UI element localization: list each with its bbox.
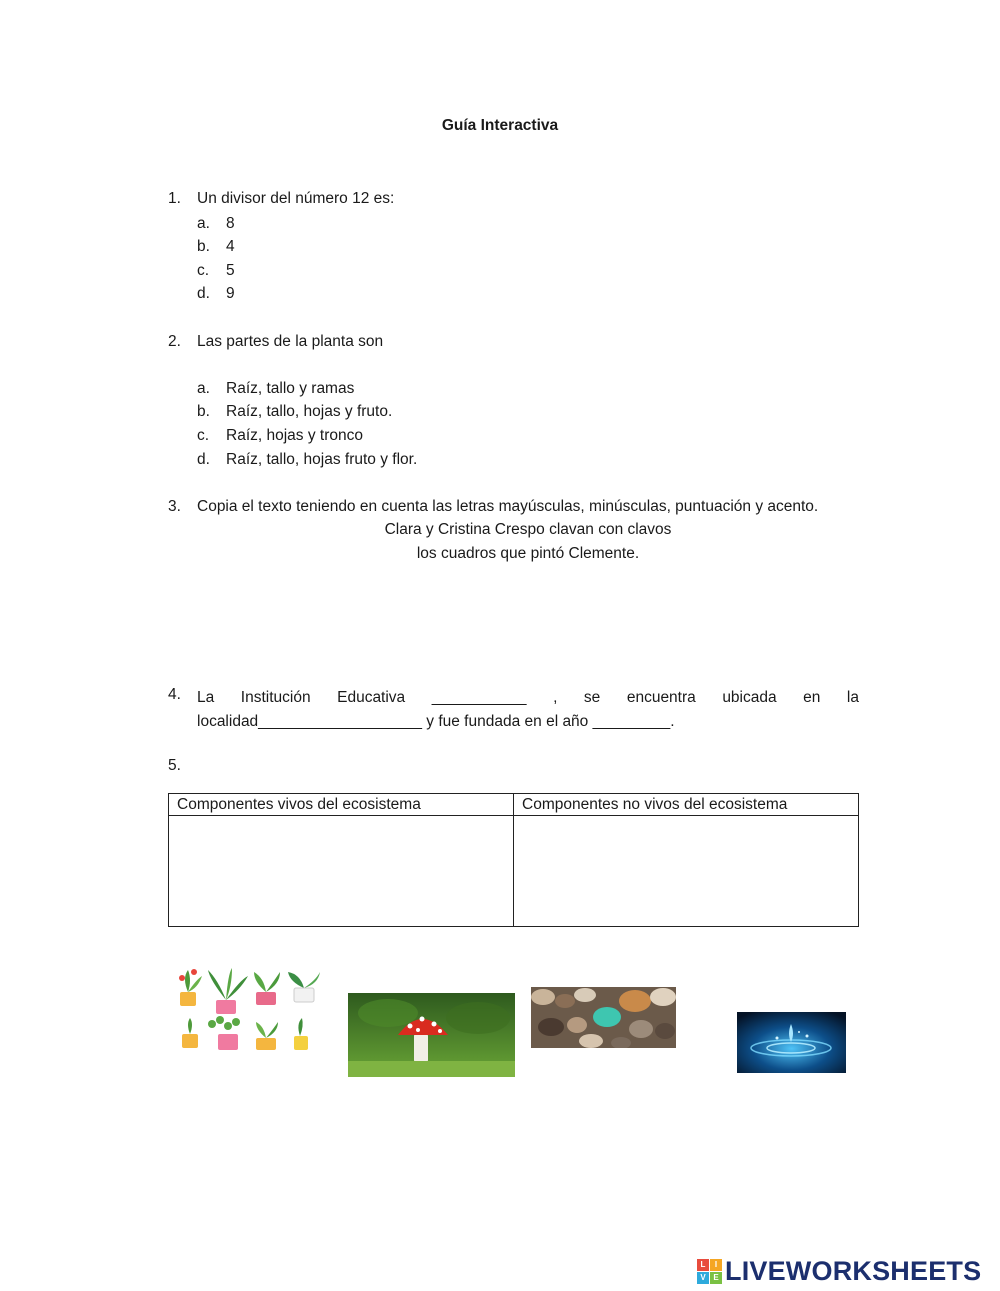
potted-plants-image[interactable] (168, 962, 324, 1068)
column-header-nonliving: Componentes no vivos del ecosistema (514, 794, 859, 816)
option-text[interactable]: 4 (226, 238, 235, 255)
option-text[interactable]: 5 (226, 262, 235, 279)
word: Educativa (337, 689, 406, 706)
logo-letter: I (710, 1259, 722, 1271)
option-letter: a. (197, 215, 210, 232)
option-text[interactable]: Raíz, tallo, hojas fruto y flor. (226, 451, 418, 468)
column-header-living: Componentes vivos del ecosistema (169, 794, 514, 816)
water-drop-image[interactable] (737, 1012, 846, 1073)
institution-blank[interactable]: ___________ (431, 689, 527, 706)
question-number: 5. (168, 757, 181, 774)
word: Institución (240, 689, 311, 706)
word: en (803, 689, 821, 706)
option-text[interactable]: Raíz, hojas y tronco (226, 427, 363, 444)
word: la (846, 689, 859, 706)
word: ubicada (722, 689, 777, 706)
pebbles-image[interactable] (531, 987, 676, 1048)
drop-zone-nonliving[interactable] (514, 816, 859, 927)
question-number: 1. (168, 190, 181, 207)
drop-zone-living[interactable] (169, 816, 514, 927)
word: encuentra (626, 689, 696, 706)
option-letter: d. (197, 285, 210, 302)
question-text-line-2[interactable]: localidad___________________ y fue fundada en el año _________. (197, 712, 675, 730)
logo-letter: L (697, 1259, 709, 1271)
word: La (197, 689, 215, 706)
option-letter: a. (197, 380, 210, 397)
option-text[interactable]: 8 (226, 215, 235, 232)
question-text: Un divisor del número 12 es: (197, 190, 395, 207)
option-letter: b. (197, 238, 210, 255)
copy-text-line-2: los cuadros que pintó Clemente. (416, 545, 640, 562)
option-text[interactable]: Raíz, tallo y ramas (226, 380, 355, 397)
option-text[interactable]: Raíz, tallo, hojas y fruto. (226, 403, 393, 420)
brand-name: LIVEWORKSHEETS (725, 1255, 982, 1286)
page-title: Guía Interactiva (441, 117, 559, 134)
option-letter: d. (197, 451, 210, 468)
word: se (583, 689, 601, 706)
option-letter: b. (197, 403, 210, 420)
word: , (553, 689, 558, 706)
question-number: 3. (168, 498, 181, 515)
logo-letter: E (710, 1272, 722, 1284)
logo-letter: V (697, 1272, 709, 1284)
option-text[interactable]: 9 (226, 285, 235, 302)
question-text: Copia el texto teniendo en cuenta las letras mayúsculas, minúsculas, puntuación y acento. (197, 498, 819, 515)
ecosystem-table (168, 793, 859, 927)
logo-mark-icon (697, 1259, 722, 1284)
liveworksheets-logo (697, 1256, 981, 1286)
copy-text-line-1: Clara y Cristina Crespo clavan con clavos (384, 521, 672, 538)
mushroom-image[interactable] (348, 993, 515, 1077)
question-text: Las partes de la planta son (197, 333, 384, 350)
question-number: 2. (168, 333, 181, 350)
option-letter: c. (197, 427, 210, 444)
question-number: 4. (168, 686, 181, 703)
option-letter: c. (197, 262, 210, 279)
question-text-line-1 (197, 686, 859, 710)
